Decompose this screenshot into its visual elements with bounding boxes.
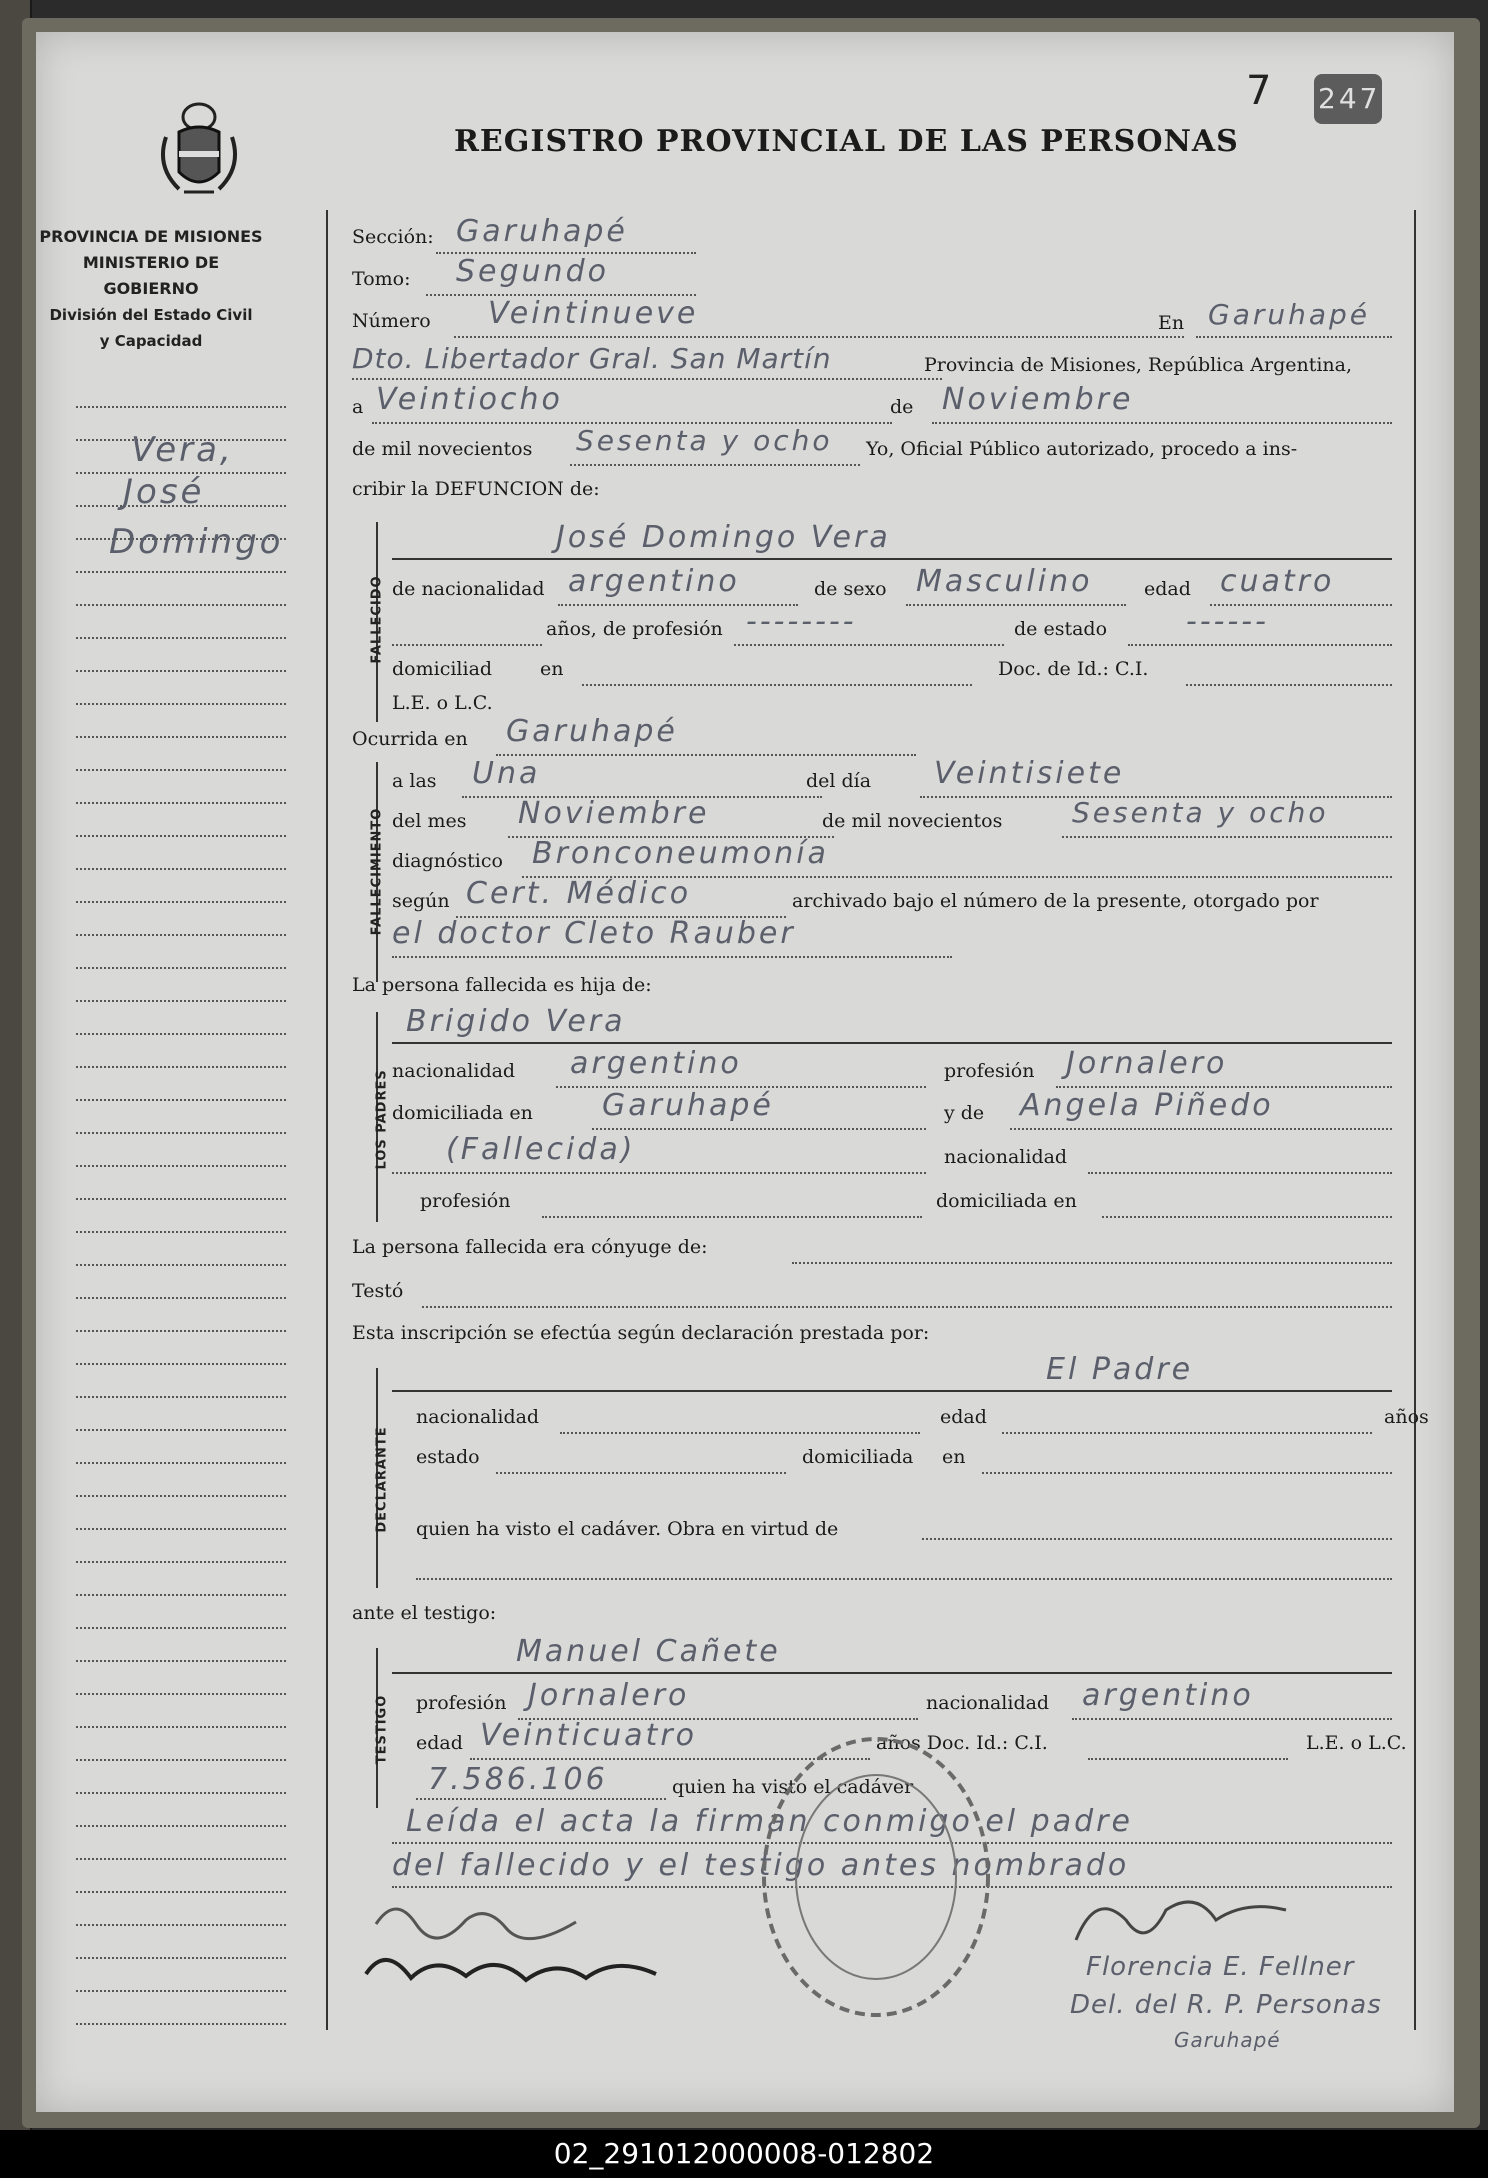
line-padre: [392, 1042, 1392, 1044]
value-tomo: Segundo: [456, 254, 609, 289]
section-label-fallecimiento: FALLECIMIENTO: [369, 807, 385, 936]
margin-line: [76, 835, 286, 837]
line-madre-nacionalidad: [1088, 1172, 1392, 1174]
line-fallecido-nombre: [392, 558, 1392, 560]
label-de-mil: de mil novecientos: [352, 438, 533, 460]
margin-line: [76, 604, 286, 606]
label-padre-profesion: profesión: [944, 1060, 1035, 1082]
label-segun: según: [392, 890, 450, 912]
value-departamento: Dto. Libertador Gral. San Martín: [352, 342, 832, 375]
label-numero: Número: [352, 310, 431, 332]
label-decl-edad: edad: [940, 1406, 987, 1428]
value-testigo-edad: Veinticuatro: [480, 1718, 698, 1753]
line-ocurrida: [496, 754, 916, 756]
label-testigo-edad: edad: [416, 1732, 463, 1754]
value-sexo: Masculino: [916, 564, 1093, 599]
label-diagnostico: diagnóstico: [392, 850, 503, 872]
line-declarante: [392, 1390, 1392, 1392]
margin-line: [76, 1858, 286, 1860]
line-madre-domicilio: [1102, 1216, 1392, 1218]
line-decl-nacionalidad: [560, 1432, 920, 1434]
value-seccion: Garuhapé: [456, 214, 628, 249]
value-dia: Veintiocho: [376, 382, 563, 417]
margin-line: [76, 1594, 286, 1596]
value-fallecido-nombre: José Domingo Vera: [556, 520, 891, 555]
line-testigo-ci: [1088, 1758, 1288, 1760]
label-a-las: a las: [392, 770, 437, 792]
label-testigo-profesion: profesión: [416, 1692, 507, 1714]
label-de-mil-nov: de mil novecientos: [822, 810, 1003, 832]
label-decl-anos: años: [1384, 1406, 1429, 1428]
label-conyuge: La persona fallecida era cónyuge de:: [352, 1236, 708, 1258]
value-numero: Veintinueve: [488, 296, 699, 331]
official-title: Del. del R. P. Personas: [1070, 1990, 1382, 2020]
margin-line: [76, 1462, 286, 1464]
label-ocurrida-en: Ocurrida en: [352, 728, 468, 750]
value-diagnostico: Bronconeumonía: [532, 836, 829, 871]
label-domicilio-en: en: [540, 658, 564, 680]
line-anio: [570, 464, 860, 466]
margin-line: [76, 1660, 286, 1662]
org-line-division: División del Estado Civil: [49, 306, 253, 324]
margin-line: [76, 1165, 286, 1167]
record-stamp: [1314, 74, 1382, 124]
label-de-sexo: de sexo: [814, 578, 887, 600]
margin-line: [76, 1000, 286, 1002]
line-decl-edad: [1002, 1432, 1372, 1434]
margin-note-name: José: [123, 472, 205, 512]
margin-line: [76, 670, 286, 672]
section-label-declarante: DECLARANTE: [374, 1426, 390, 1533]
official-seal-icon: [756, 1732, 996, 2022]
line-conyuge: [792, 1262, 1392, 1264]
label-edad: edad: [1144, 578, 1191, 600]
margin-line: [76, 1231, 286, 1233]
margin-note-name2: Domingo: [109, 522, 284, 562]
label-testigo-le-lc: L.E. o L.C.: [1306, 1732, 1407, 1754]
org-line-ministry: MINISTERIO DE GOBIERNO: [82, 253, 220, 298]
label-testigo-cadaver: quien ha visto el cadáver: [672, 1776, 914, 1798]
value-padre-domicilio: Garuhapé: [602, 1088, 774, 1123]
margin-line: [76, 2023, 286, 2025]
line-anio-fallec: [1062, 836, 1392, 838]
line-testigo-nacionalidad: [1072, 1718, 1392, 1720]
margin-line: [76, 1825, 286, 1827]
margin-line: [76, 1693, 286, 1695]
margin-line: [76, 571, 286, 573]
line-madre-profesion: [542, 1216, 922, 1218]
value-madre-estado: (Fallecida): [446, 1132, 636, 1167]
label-en: En: [1158, 312, 1185, 334]
right-frame-line: [1414, 210, 1416, 2030]
margin-line: [76, 1099, 286, 1101]
label-hija-de: La persona fallecida es hija de:: [352, 974, 652, 996]
label-y-de: y de: [944, 1102, 985, 1124]
label-provincia: Provincia de Misiones, República Argentina,: [924, 354, 1353, 376]
label-madre-profesion: profesión: [420, 1190, 511, 1212]
label-padre-domicilio: domiciliada en: [392, 1102, 533, 1124]
margin-line: [76, 802, 286, 804]
label-inscripcion: Esta inscripción se efectúa según declaración prestada por:: [352, 1322, 930, 1344]
value-edad: cuatro: [1220, 564, 1335, 599]
official-signature-icon: [1066, 1880, 1316, 1960]
line-madre-estado: [392, 1172, 926, 1174]
label-doc-id: Doc. de Id.: C.I.: [998, 658, 1149, 680]
line-decl-cadaver: [922, 1538, 1392, 1540]
label-decl-en: en: [942, 1446, 966, 1468]
margin-line: [76, 1957, 286, 1959]
value-padre: Brigido Vera: [406, 1004, 626, 1039]
margin-line: [76, 1033, 286, 1035]
label-ante-testigo: ante el testigo:: [352, 1602, 497, 1624]
label-a: a: [352, 396, 364, 418]
margin-line: [76, 1396, 286, 1398]
margin-line: [76, 934, 286, 936]
margin-line: [76, 1726, 286, 1728]
line-domicilio: [582, 684, 972, 686]
line-testigo-ci-number: [416, 1798, 666, 1800]
margin-note-surname: Vera,: [131, 430, 234, 470]
label-madre-nacionalidad: nacionalidad: [944, 1146, 1068, 1168]
image-id-footer: 02_291012000008-012802: [0, 2130, 1488, 2178]
margin-line: [76, 1264, 286, 1266]
margin-line: [76, 1330, 286, 1332]
label-decl-cadaver: quien ha visto el cadáver. Obra en virtud de: [416, 1518, 839, 1540]
line-decl-extra: [416, 1578, 1392, 1580]
value-dia-fallec: Veintisiete: [934, 756, 1125, 791]
margin-line: [76, 1132, 286, 1134]
value-mes-fallec: Noviembre: [518, 796, 710, 831]
margin-line: [76, 1528, 286, 1530]
org-line-capacity: y Capacidad: [99, 332, 203, 350]
value-testigo-nacionalidad: argentino: [1082, 1678, 1254, 1713]
label-madre-domicilio: domiciliada en: [936, 1190, 1077, 1212]
label-anos-profesion: años, de profesión: [546, 618, 723, 640]
margin-line: [76, 1495, 286, 1497]
label-domiciliad: domiciliad: [392, 658, 493, 680]
label-decl-nacionalidad: nacionalidad: [416, 1406, 540, 1428]
line-numero: [454, 336, 1184, 338]
org-block: [36, 224, 266, 354]
value-madre: Angela Piñedo: [1020, 1088, 1274, 1123]
label-decl-estado: estado: [416, 1446, 480, 1468]
label-yo-oficial: Yo, Oficial Público autorizado, procedo a ins-: [866, 438, 1298, 460]
line-en: [1196, 336, 1392, 338]
value-nota-1: Leída el acta la firman conmigo el padre: [406, 1804, 1133, 1839]
value-padre-nacionalidad: argentino: [570, 1046, 742, 1081]
label-de-nacionalidad: de nacionalidad: [392, 578, 545, 600]
margin-line: [76, 1297, 286, 1299]
value-hora: Una: [472, 756, 541, 791]
line-testigo-nombre: [392, 1672, 1392, 1674]
value-doctor: el doctor Cleto Rauber: [392, 916, 796, 951]
line-decl-domicilio: [982, 1472, 1392, 1474]
line-mes: [932, 422, 1392, 424]
line-doctor: [392, 956, 952, 958]
line-departamento: [352, 378, 942, 380]
label-tomo: Tomo:: [352, 268, 411, 290]
label-archivado: archivado bajo el número de la presente, otorgado por: [792, 890, 1319, 912]
margin-line: [76, 1198, 286, 1200]
value-declarante: El Padre: [1046, 1352, 1194, 1387]
value-nacionalidad: argentino: [568, 564, 740, 599]
margin-line: [76, 1990, 286, 1992]
value-en: Garuhapé: [1208, 298, 1371, 331]
line-decl-estado: [496, 1472, 786, 1474]
margin-line: [76, 1561, 286, 1563]
value-anio: Sesenta y ocho: [576, 424, 833, 457]
section-label-testigo: TESTIGO: [374, 1694, 390, 1765]
margin-line: [76, 703, 286, 705]
value-ocurrida-en: Garuhapé: [506, 714, 678, 749]
margin-line: [76, 1627, 286, 1629]
label-testigo-nacionalidad: nacionalidad: [926, 1692, 1050, 1714]
label-de-estado: de estado: [1014, 618, 1108, 640]
margin-line: [76, 1891, 286, 1893]
label-decl-domiciliada: domiciliada: [802, 1446, 914, 1468]
value-mes: Noviembre: [942, 382, 1134, 417]
label-del-mes: del mes: [392, 810, 467, 832]
line-edad-cont: [392, 644, 542, 646]
org-line-province: PROVINCIA DE MISIONES: [39, 227, 263, 246]
official-name: Florencia E. Fellner: [1086, 1952, 1355, 1982]
label-padre-nacionalidad: nacionalidad: [392, 1060, 516, 1082]
line-padre-domicilio: [592, 1128, 926, 1130]
label-testigo-anos-doc: años Doc. Id.: C.I.: [876, 1732, 1048, 1754]
margin-line: [76, 868, 286, 870]
section-label-fallecido: FALLECIDO: [369, 575, 385, 664]
line-testo: [422, 1306, 1392, 1308]
margin-line: [76, 736, 286, 738]
value-testigo-profesion: Jornalero: [528, 1678, 690, 1713]
label-testo: Testó: [352, 1280, 404, 1302]
document-title: REGISTRO PROVINCIAL DE LAS PERSONAS: [454, 124, 1239, 159]
value-segun: Cert. Médico: [466, 876, 692, 911]
margin-line: [76, 1363, 286, 1365]
page-number: 7: [1246, 68, 1275, 114]
label-del-dia: del día: [806, 770, 872, 792]
margin-line: [76, 1759, 286, 1761]
declarant-signatures-icon: [356, 1894, 736, 2004]
label-de: de: [890, 396, 914, 418]
margin-line: [76, 901, 286, 903]
line-profesion: [734, 644, 1004, 646]
official-location: Garuhapé: [1174, 2028, 1281, 2052]
value-testigo-ci: 7.586.106: [428, 1762, 608, 1797]
margin-line: [76, 1792, 286, 1794]
line-sexo: [906, 604, 1126, 606]
label-cribir: cribir la DEFUNCION de:: [352, 478, 600, 500]
label-seccion: Sección:: [352, 226, 434, 248]
margin-line: [76, 1066, 286, 1068]
value-nota-2: del fallecido y el testigo antes nombrado: [392, 1848, 1130, 1883]
line-estado: [1128, 644, 1392, 646]
value-anio-fallec: Sesenta y ocho: [1072, 796, 1329, 829]
coat-of-arms-icon: [154, 97, 244, 202]
margin-line: [76, 1924, 286, 1926]
value-padre-profesion: Jornalero: [1066, 1046, 1228, 1081]
margin-line: [76, 769, 286, 771]
value-profesion: --------: [746, 604, 857, 639]
line-madre: [1010, 1128, 1392, 1130]
document-page: [36, 32, 1454, 2112]
section-label-padres: LOS PADRES: [374, 1069, 390, 1170]
value-testigo-nombre: Manuel Cañete: [516, 1634, 781, 1669]
margin-line: [76, 637, 286, 639]
margin-line: [76, 406, 286, 408]
left-frame-line: [326, 210, 328, 2030]
margin-line: [76, 1429, 286, 1431]
margin-line: [76, 967, 286, 969]
stamp-number: 247: [1318, 82, 1381, 115]
label-le-lc: L.E. o L.C.: [392, 692, 493, 714]
value-estado: ------: [1186, 604, 1269, 639]
line-doc-id: [1186, 684, 1392, 686]
